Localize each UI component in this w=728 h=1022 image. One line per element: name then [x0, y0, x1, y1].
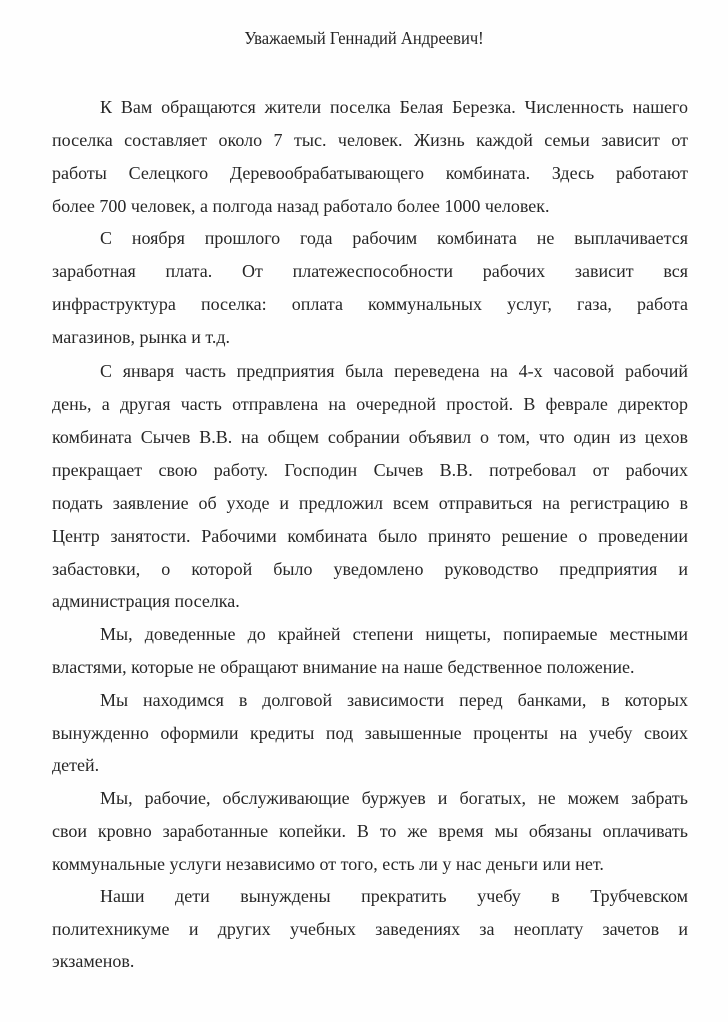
text-line: забастовки, о которой было уведомлено руководство предприятия и	[52, 559, 688, 579]
text-line: Мы, доведенные до крайней степени нищеты, попираемые местными	[100, 624, 688, 644]
text-line: К Вам обращаются жители поселка Белая Березка. Численность нашего	[100, 97, 688, 117]
text-line: политехникуме и других учебных заведениях за неоплату зачетов и	[52, 919, 688, 939]
text-line: прекращает свою работу. Господин Сычев В.В. потребовал от рабочих	[52, 460, 688, 480]
text-line: Мы находимся в долговой зависимости перед банками, в которых	[100, 690, 688, 710]
text-line: свои кровно заработанные копейки. В то же время мы обязаны оплачивать	[52, 821, 688, 841]
text-line: день, а другая часть отправлена на очередной простой. В феврале директор	[52, 394, 688, 414]
text-line: магазинов, рынка и т.д.	[52, 327, 230, 347]
text-line: С ноября прошлого года рабочим комбината не выплачивается	[100, 228, 688, 248]
salutation: Уважаемый Геннадий Андреевич!	[244, 28, 484, 48]
text-line: С января часть предприятия была переведена на 4-х часовой рабочий	[100, 361, 688, 381]
text-line: властями, которые не обращают внимание на наше бедственное положение.	[52, 657, 635, 677]
text-line: вынужденно оформили кредиты под завышенные проценты на учебу своих	[52, 723, 688, 743]
text-line: администрация поселка.	[52, 591, 240, 611]
text-line: детей.	[52, 755, 100, 775]
text-line: подать заявление об уходе и предложил всем отправиться на регистрацию в	[52, 493, 688, 513]
text-line: более 700 человек, а полгода назад работало более 1000 человек.	[52, 196, 550, 216]
text-line: Центр занятости. Рабочими комбината было принято решение о проведении	[52, 526, 688, 546]
text-line: инфраструктура поселка: оплата коммунальных услуг, газа, работа	[52, 294, 688, 314]
text-line: работы Селецкого Деревообрабатывающего комбината. Здесь работают	[52, 163, 688, 183]
text-line: Наши дети вынуждены прекратить учебу в Трубчевском	[100, 886, 688, 906]
text-line: Мы, рабочие, обслуживающие буржуев и богатых, не можем забрать	[100, 788, 688, 808]
text-line: заработная плата. От платежеспособности рабочих зависит вся	[52, 261, 688, 281]
text-line: поселка составляет около 7 тыс. человек. Жизнь каждой семьи зависит от	[52, 130, 688, 150]
text-line: комбината Сычев В.В. на общем собрании объявил о том, что один из цехов	[52, 427, 688, 447]
text-line: экзаменов.	[52, 951, 135, 971]
text-line: коммунальные услуги независимо от того, есть ли у нас деньги или нет.	[52, 854, 604, 874]
